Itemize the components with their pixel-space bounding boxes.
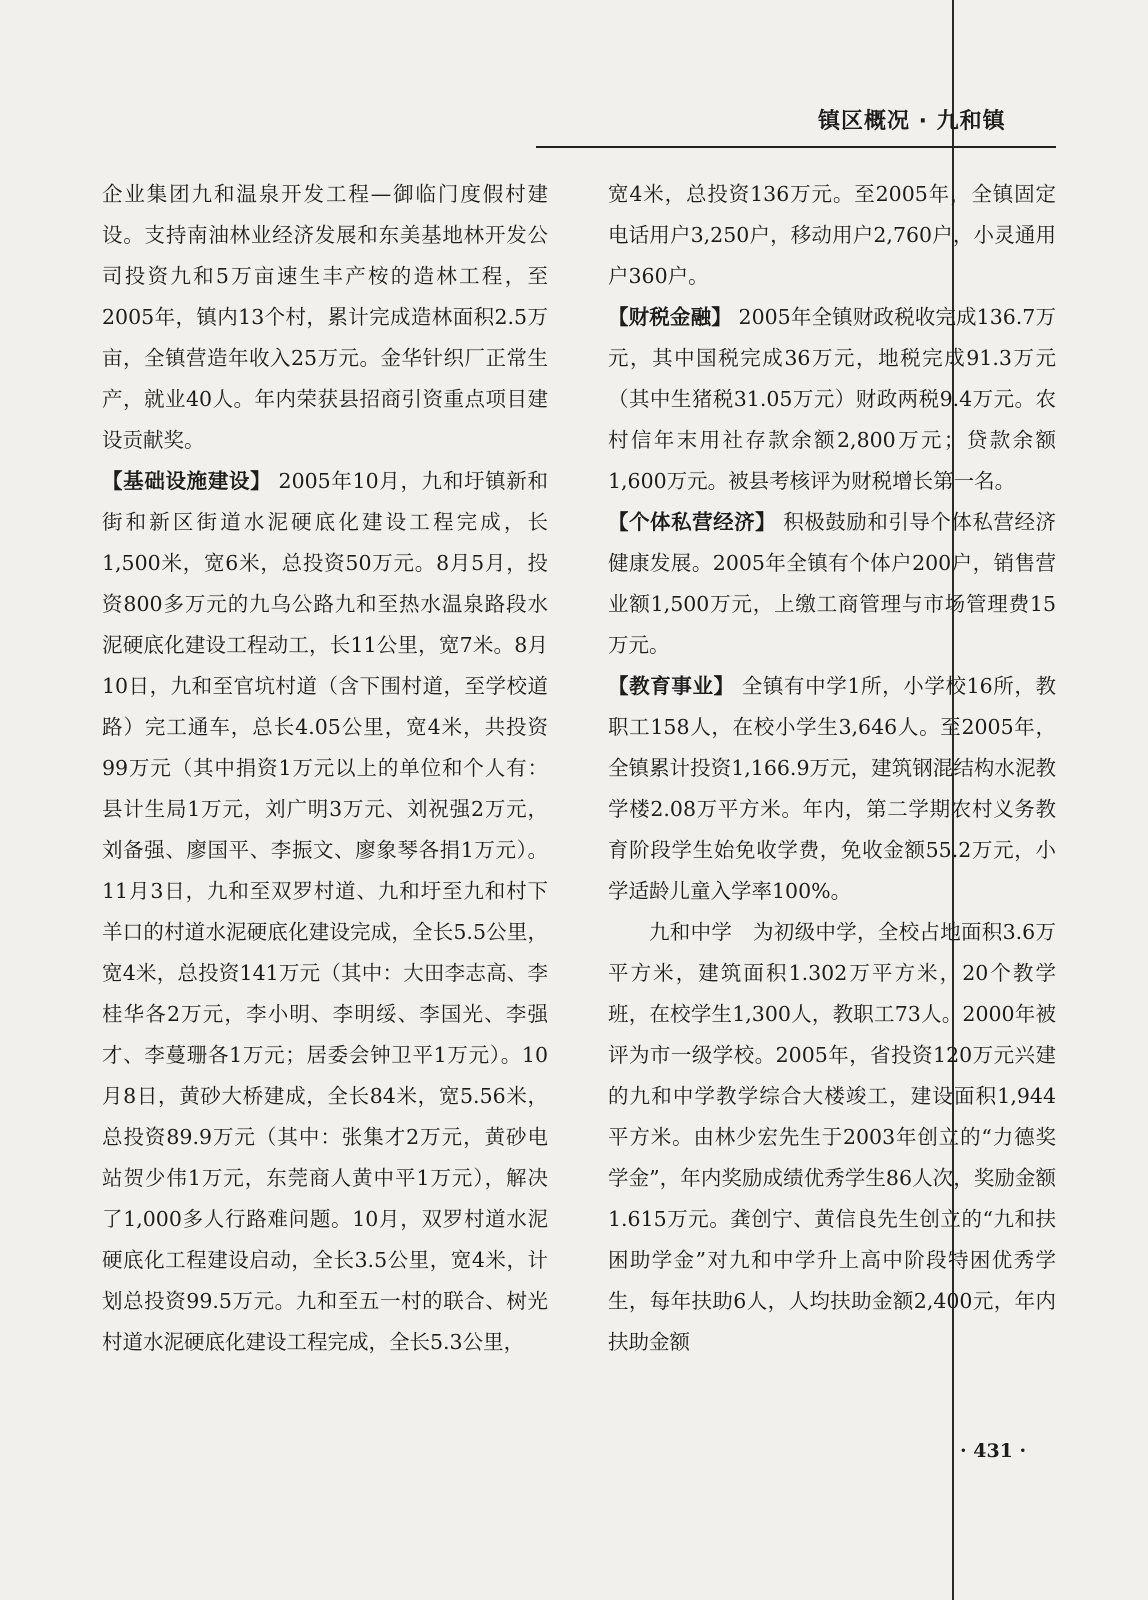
section-title-finance: 【财税金融】 xyxy=(608,305,732,329)
paragraph-telecom: 宽4米，总投资136万元。至2005年，全镇固定电话用户3,250户，移动用户2,760户，小灵通用户360户。 xyxy=(608,182,1056,288)
section-title-private-economy: 【个体私营经济】 xyxy=(608,510,777,534)
paragraph-jiuhe-middle-school xyxy=(608,912,1056,1363)
section-body-finance: 2005年全镇财政税收完成136.7万元，其中国税完成36万元，地税完成91.3万元（其中生猪税31.05万元）财政两税9.4万元。农村信年末用社存款余额2,800万元；贷款余额1,600万元。被县考核评为财税增长第一名。 xyxy=(608,305,1056,493)
section-body-infrastructure: 2005年10月，九和圩镇新和街和新区街道水泥硬底化建设工程完成，长1,500米，宽6米，总投资50万元。8月5月，投资800多万元的九乌公路九和至热水温泉路段水泥硬底化建设工程动工，长11公里，宽7米。8月10日，九和至官坑村道（含下围村道，至学校道路）完工通车，总长4.05公里，宽4米，共投资99万元（其中捐资1万元以上的单位和个人有：县计生局1万元，刘广明3万元、刘祝强2万元，刘备强、廖国平、李振文、廖象琴各捐1万元）。11月3日，九和至双罗村道、九和圩至九和村下羊口的村道水泥硬底化建设完成，全长5.5公里，宽4米，总投资141万元（其中：大田李志高、李桂华各2万元，李小明、李明绥、李国光、李强才、李蔓珊各1万元；居委会钟卫平1万元）。10月8日，黄砂大桥建成，全长84米，宽5.56米，总投资89.9万元（其中：张集才2万元，黄砂电站贺少伟1万元，东莞商人黄中平1万元），解决了1,000多人行路难问题。10月，双罗村道水泥硬底化工程建设启动，全长3.5公里，宽4米，计划总投资99.5万元。九和至五一村的联合、树光村道水泥硬底化建设工程完成，全长5.3公里， xyxy=(102,469,548,1354)
section-private-economy xyxy=(608,502,1056,666)
section-title-education: 【教育事业】 xyxy=(608,674,735,698)
left-column xyxy=(102,174,548,1363)
section-body-education: 全镇有中学1所，小学校16所，教职工158人，在校小学生3,646人。至2005年，全镇累计投资1,166.9万元，建筑钢混结构水泥教学楼2.08万平方米。年内，第二学期农村义务教育阶段学生始免收学费，免收金额55.2万元，小学适龄儿童入学率100%。 xyxy=(608,674,1056,903)
paragraph-enterprise: 企业集团九和温泉开发工程—御临门度假村建设。支持南油林业经济发展和东美基地林开发公司投资九和5万亩速生丰产桉的造林工程，至2005年，镇内13个村，累计完成造林面积2.5万亩，全镇营造年收入25万元。金华针织厂正常生产，就业40人。年内荣获县招商引资重点项目建设贡献奖。 xyxy=(102,182,548,452)
header-rule xyxy=(536,146,1056,148)
section-infrastructure xyxy=(102,461,548,1363)
right-column xyxy=(608,174,1056,1363)
school-name: 九和中学 xyxy=(649,920,733,944)
section-title-infrastructure: 【基础设施建设】 xyxy=(102,469,272,493)
running-header: 镇区概况 · 九和镇 xyxy=(818,109,1006,134)
section-body-private-economy: 积极鼓励和引导个体私营经济健康发展。2005年全镇有个体户200户，销售营业额1,500万元，上缴工商管理与市场管理费15万元。 xyxy=(608,510,1057,657)
section-education xyxy=(608,666,1056,912)
school-description: 为初级中学，全校占地面积3.6万平方米，建筑面积1.302万平方米，20个教学班，在校学生1,300人，教职工73人。2000年被评为市一级学校。2005年，省投资120万元兴建的九和中学教学综合大楼竣工，建设面积1,944平方米。由林少宏先生于2003年创立的“力德奖学金”，年内奖励成绩优秀学生86人次，奖励金额1.615万元。龚创宁、黄信良先生创立的“九和扶困助学金”对九和中学升上高中阶段特困优秀学生，每年扶助6人，人均扶助金额2,400元，年内扶助金额 xyxy=(608,920,1056,1354)
page-number: · 431 · xyxy=(960,1440,1027,1462)
section-finance xyxy=(608,297,1056,502)
